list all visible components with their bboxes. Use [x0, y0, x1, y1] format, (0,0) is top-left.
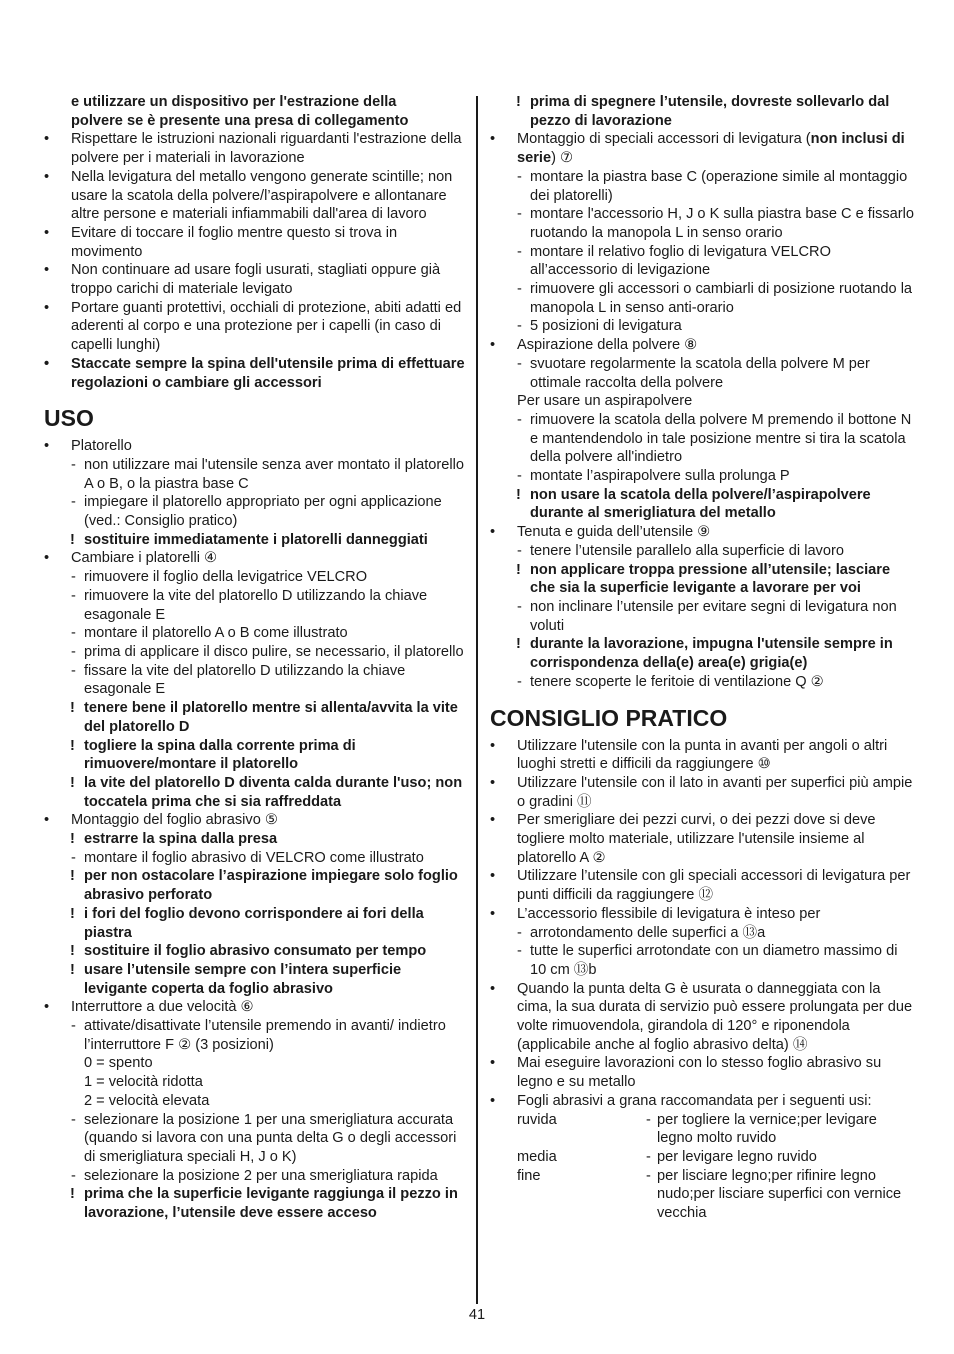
list-item: • Cambiare i platorelli ④: [44, 549, 468, 568]
warning-item: ! sostituire immediatamente i platorelli danneggiati: [44, 531, 468, 550]
warning-item: ! prima che la superficie levigante raggiunga il pezzo in lavorazione, l’utensile deve essere acceso: [44, 1185, 468, 1222]
list-item-text: ) ⑦: [551, 150, 574, 167]
intro-warning-line1: e utilizzare un dispositivo per l'estrazione della: [71, 94, 397, 110]
warning-item: ! per non ostacolare l’aspirazione impiegare solo foglio abrasivo perforato: [44, 867, 468, 904]
list-item: • Utilizzare l'utensile con il lato in avanti per superfici più ampie o gradini ⑪: [490, 774, 914, 811]
dash-item: - montare la piastra base C (operazione simile al montaggio dei platorelli): [490, 168, 914, 205]
dash-item: - non inclinare l’utensile per evitare segni di levigatura non voluti: [490, 598, 914, 635]
list-item: • Rispettare le istruzioni nazionali riguardanti l'estrazione della polvere per i materiali in lavorazione: [44, 130, 468, 167]
switch-position: 0 = spento: [84, 1055, 153, 1072]
list-item-bold: • Staccate sempre la spina dell'utensile prima di effettuare regolazioni o cambiare gli accessori: [44, 355, 468, 392]
warning-item: ! prima di spegnere l’utensile, dovreste sollevarlo dal pezzo di lavorazione: [490, 93, 914, 130]
dash-item: - montare il relativo foglio di levigatura VELCRO all’accessorio di levigazione: [490, 243, 914, 280]
section-heading-consiglio: CONSIGLIO PRATICO: [490, 704, 728, 731]
list-item: • Utilizzare l'utensile con la punta in avanti per angoli o altri luoghi stretti e difficili da raggiungere ⑩: [490, 737, 914, 774]
list-item: • Aspirazione della polvere ⑧: [490, 336, 914, 355]
warning-item: ! togliere la spina dalla corrente prima di rimuovere/montare il platorello: [44, 737, 468, 774]
grit-use: - per levigare legno ruvido: [646, 1148, 914, 1167]
dash-item: - montare l'accessorio H, J o K sulla piastra base C e fissarlo ruotando la manopola L in senso orario: [490, 205, 914, 242]
warning-item: ! sostituire il foglio abrasivo consumato per tempo: [44, 942, 468, 961]
list-item: • Quando la punta delta G è usurata o danneggiata con la cima, la sua durata di servizio può essere prolungata per due volte rimuovendola, girandola di 120° e riponendola (applicabile anche al foglio abrasivo delta) ⑭: [490, 980, 914, 1055]
warning-item: ! tenere bene il platorello mentre si allenta/avvita la vite del platorello D: [44, 699, 468, 736]
list-item: • Mai eseguire lavorazioni con lo stesso foglio abrasivo su legno e su metallo: [490, 1054, 914, 1091]
grit-name: media: [517, 1148, 557, 1165]
dash-item: - rimuovere il foglio della levigatrice VELCRO: [44, 568, 468, 587]
list-item-text: Montaggio di speciali accessori di levigatura (: [517, 131, 811, 148]
dash-item: - attivate/disattivate l’utensile premendo in avanti/ indietro l’interruttore F ② (3 posizioni): [44, 1017, 468, 1054]
dash-item: - arrotondamento delle superfici a ⑬a: [490, 924, 914, 943]
dash-item: - svuotare regolarmente la scatola della polvere M per ottimale raccolta della polvere: [490, 355, 914, 392]
switch-position: 2 = velocità elevata: [84, 1092, 210, 1109]
warning-item: ! i fori del foglio devono corrispondere ai fori della piastra: [44, 905, 468, 942]
dash-item: - fissare la vite del platorello D utilizzando la chiave esagonale E: [44, 662, 468, 699]
list-item: • Tenuta e guida dell’utensile ⑨: [490, 523, 914, 542]
dash-item: - rimuovere la scatola della polvere M premendo il bottone N e mantendendolo in tale posizione mentre si tira la scatola della polvere all'indietro: [490, 411, 914, 467]
dash-item: - tutte le superfici arrotondate con un diametro massimo di 10 cm ⑬b: [490, 942, 914, 979]
grit-use: - per lisciare legno;per rifinire legno nudo;per lisciare superfici con vernice vecchia: [646, 1167, 914, 1223]
dash-item: - impiegare il platorello appropriato per ogni applicazione (ved.: Consiglio pratico): [44, 493, 468, 530]
list-item: • Utilizzare l’utensile con gli speciali accessori di levigatura per punti difficili da raggiungere ⑫: [490, 867, 914, 904]
list-item: • Fogli abrasivi a grana raccomandata per i seguenti usi:: [490, 1092, 914, 1111]
grit-use: - per togliere la vernice;per levigare legno molto ruvido: [646, 1111, 914, 1148]
intro-warning-line2: polvere se è presente una presa di collegamento: [71, 112, 409, 129]
dash-item: - rimuovere gli accessori o cambiarli di posizione ruotando la manopola L in senso anti-orario: [490, 280, 914, 317]
dash-item: - montate l’aspirapolvere sulla prolunga P: [490, 467, 914, 486]
warning-item: ! usare l’utensile sempre con l’intera superficie levigante coperta da foglio abrasivo: [44, 961, 468, 998]
dash-item: - selezionare la posizione 1 per una smerigliatura accurata (quando si lavora con una punta delta G o degli accessori di smerigliatura speciali H, J o K): [44, 1111, 468, 1167]
list-item: • L’accessorio flessibile di levigatura è inteso per: [490, 905, 914, 924]
list-item: • Platorello: [44, 437, 468, 456]
list-item: • Evitare di toccare il foglio mentre questo si trova in movimento: [44, 224, 468, 261]
dash-item: - 5 posizioni di levigatura: [490, 317, 914, 336]
list-item: • Interruttore a due velocità ⑥: [44, 998, 468, 1017]
section-heading-uso: USO: [44, 405, 94, 432]
list-item: [490, 130, 914, 167]
warning-item: ! non usare la scatola della polvere/l’aspirapolvere durante al smerigliatura del metallo: [490, 486, 914, 523]
dash-item: - prima di applicare il disco pulire, se necessario, il platorello: [44, 643, 468, 662]
intro-warning: [44, 93, 468, 130]
warning-item: ! non applicare troppa pressione all’utensile; lasciare che sia la superficie levigante a lavorare per voi: [490, 561, 914, 598]
dash-item: - tenere l’utensile parallelo alla superficie di lavoro: [490, 542, 914, 561]
list-item: • Montaggio del foglio abrasivo ⑤: [44, 811, 468, 830]
dash-item: - rimuovere la vite del platorello D utilizzando la chiave esagonale E: [44, 587, 468, 624]
dash-item: - tenere scoperte le feritoie di ventilazione Q ②: [490, 673, 914, 692]
grit-name: ruvida: [517, 1111, 557, 1128]
left-column: [44, 93, 468, 1223]
column-divider: [476, 96, 478, 1304]
list-item-bold-text: non inclusi di serie: [517, 131, 905, 167]
grit-name: fine: [517, 1167, 541, 1184]
grit-row: [490, 1167, 914, 1223]
list-item: • Non continuare ad usare fogli usurati, stagliati oppure già troppo carichi di materiale levigato: [44, 261, 468, 298]
grit-row: [490, 1148, 914, 1167]
right-column: [490, 93, 914, 1223]
paragraph: Per usare un aspirapolvere: [517, 393, 693, 410]
warning-item: ! durante la lavorazione, impugna l'utensile sempre in corrispondenza della(e) area(e) grigia(e): [490, 635, 914, 672]
dash-item: - selezionare la posizione 2 per una smerigliatura rapida: [44, 1167, 468, 1186]
dash-item: - montare il foglio abrasivo di VELCRO come illustrato: [44, 849, 468, 868]
grit-row: [490, 1111, 914, 1148]
list-item: • Portare guanti protettivi, occhiali di protezione, abiti adatti ed aderenti al corpo e una protezione per i capelli (in caso di capelli lunghi): [44, 299, 468, 355]
switch-position: 1 = velocità ridotta: [84, 1074, 203, 1091]
warning-item: ! estrarre la spina dalla presa: [44, 830, 468, 849]
page-number: 41: [468, 1307, 486, 1323]
list-item: • Per smerigliare dei pezzi curvi, o dei pezzi dove si deve togliere molto materiale, utilizzare l'utensile insieme al platorello A ②: [490, 811, 914, 867]
dash-item: - montare il platorello A o B come illustrato: [44, 624, 468, 643]
list-item: • Nella levigatura del metallo vengono generate scintille; non usare la scatola della polvere/l’aspirapolvere e allontanare altre persone e materiali infiammabili dall'area di lavoro: [44, 168, 468, 224]
warning-item: ! la vite del platorello D diventa calda durante l'uso; non toccatela prima che si sia raffreddata: [44, 774, 468, 811]
dash-item: - non utilizzare mai l'utensile senza aver montato il platorello A o B, o la piastra base C: [44, 456, 468, 493]
